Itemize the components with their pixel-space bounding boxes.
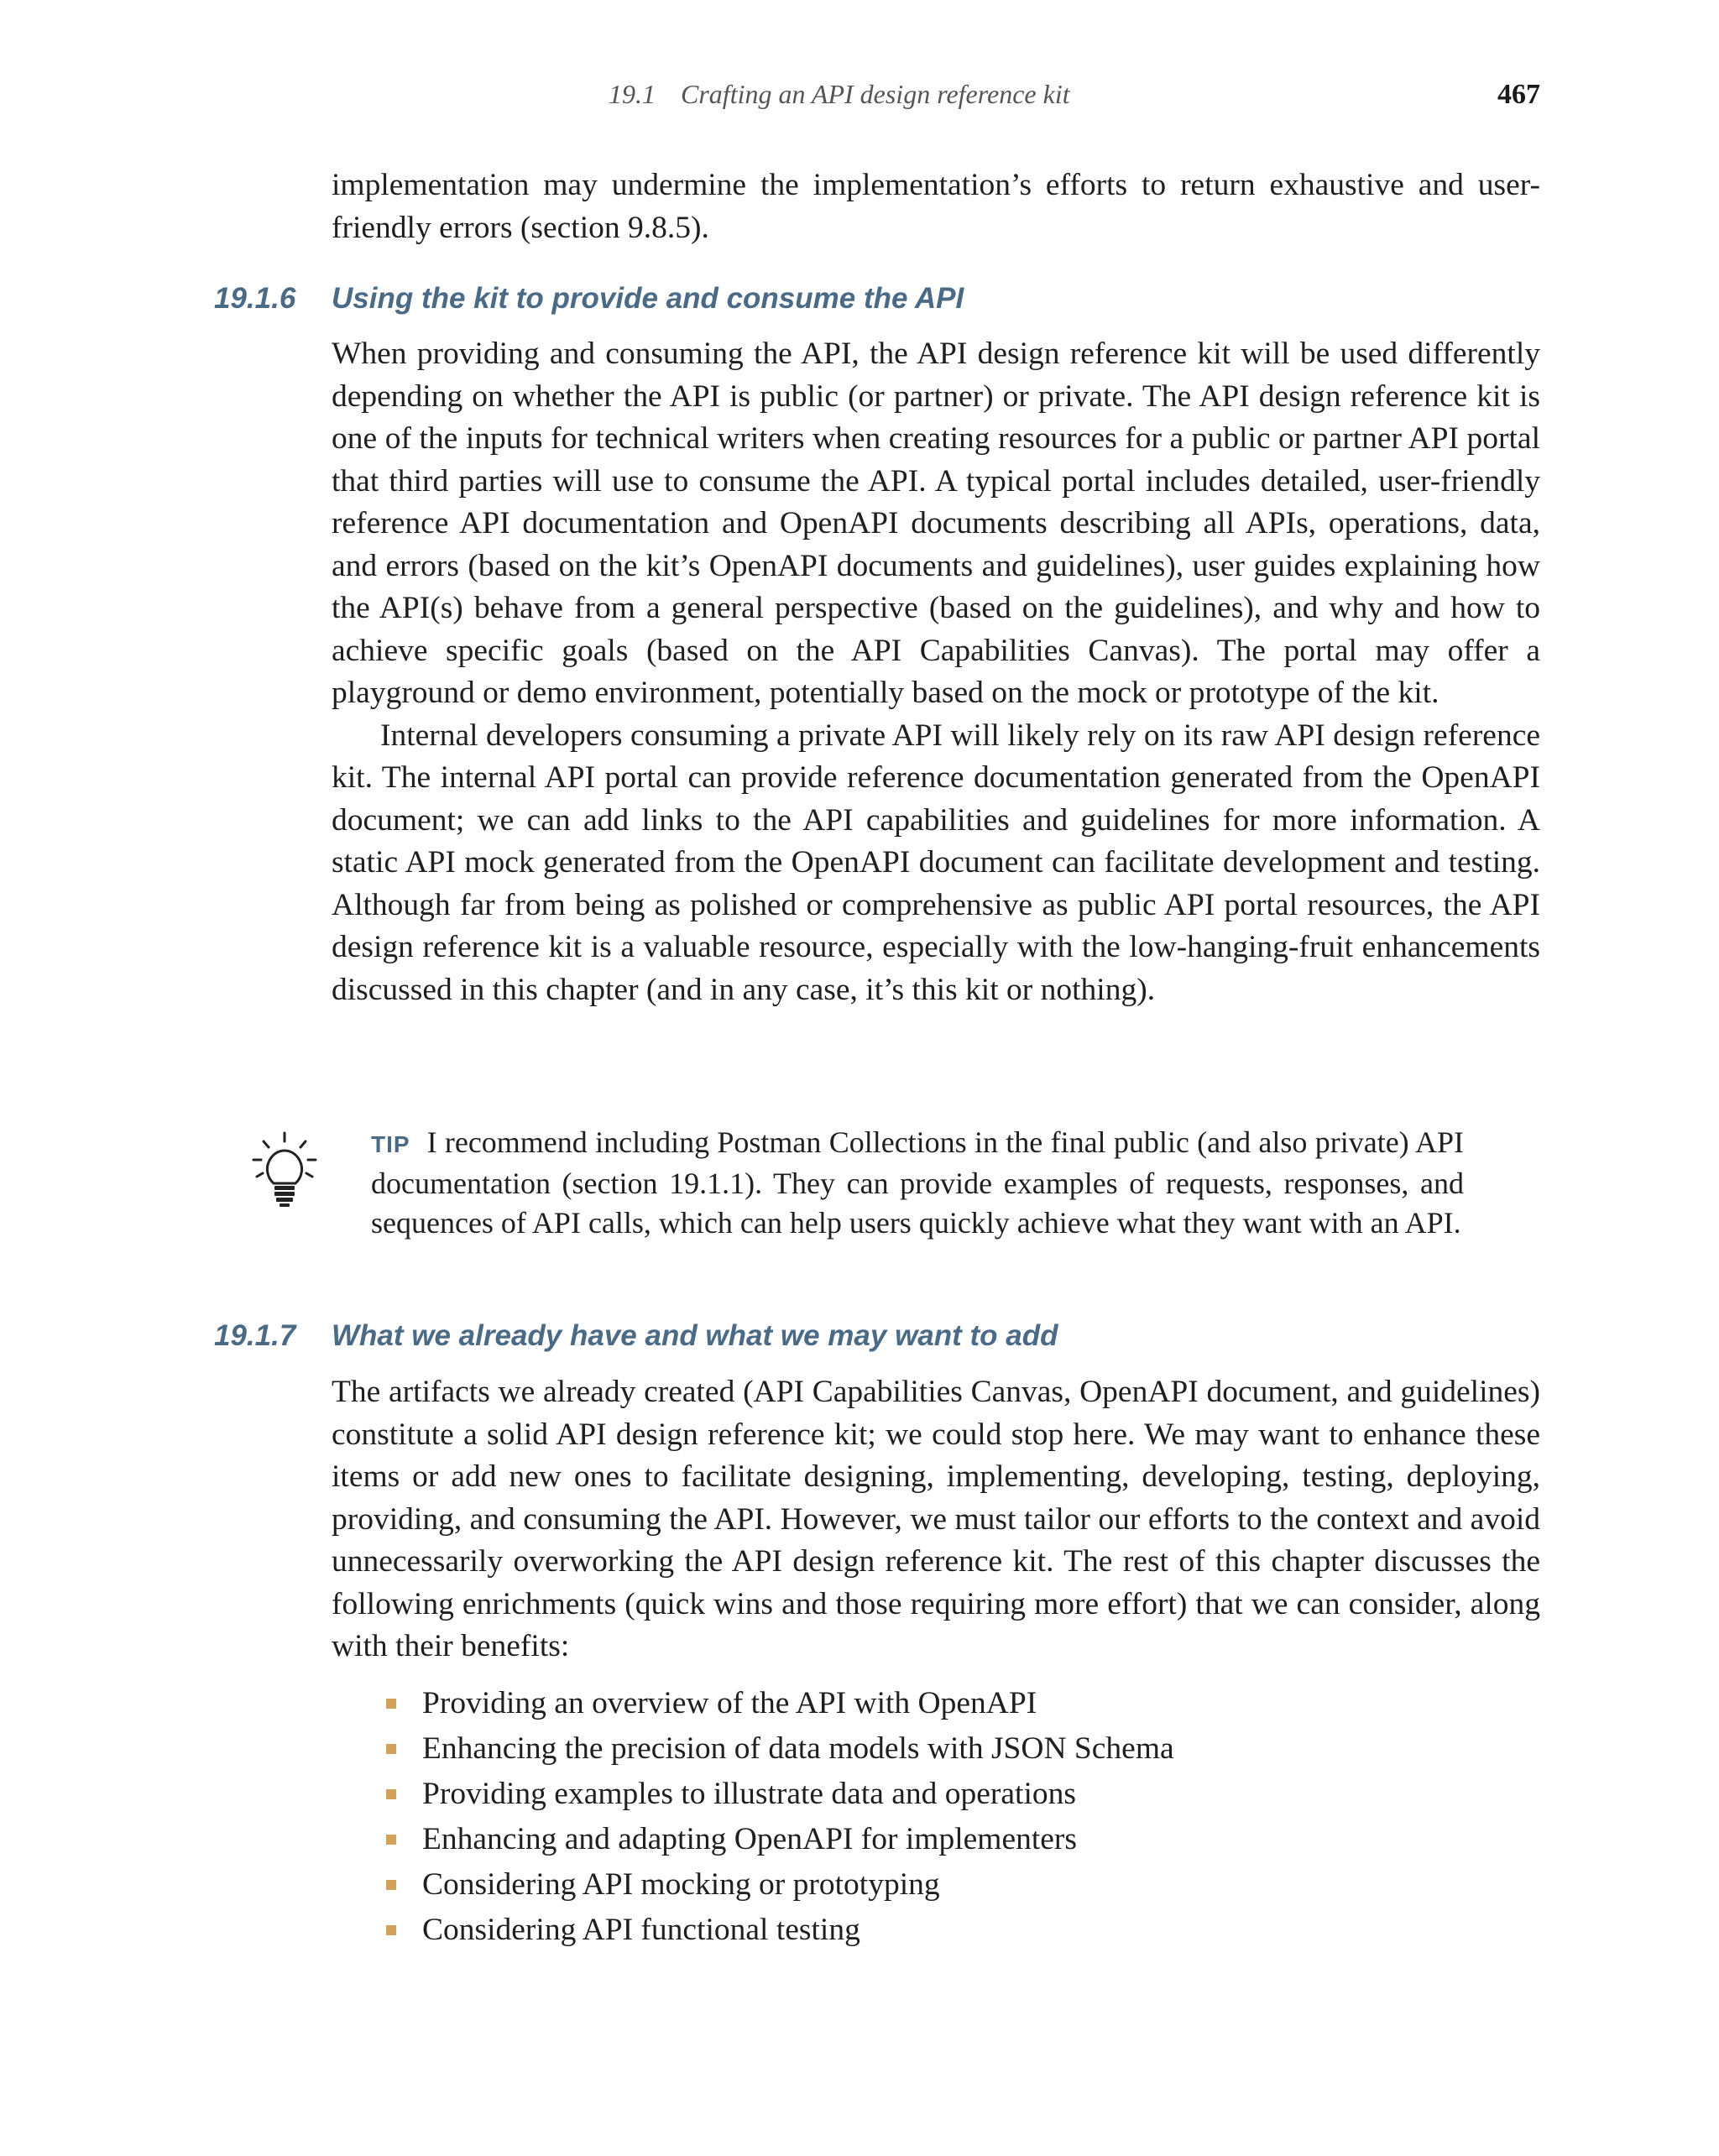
list-item bbox=[382, 1817, 1540, 1862]
lightbulb-icon bbox=[252, 1131, 317, 1209]
section-heading-19-1-7 bbox=[214, 1319, 1557, 1353]
list-item bbox=[382, 1726, 1540, 1772]
bullet-square-icon bbox=[386, 1835, 396, 1845]
list-item bbox=[382, 1772, 1540, 1817]
list-item-text: Enhancing the precision of data models with JSON Schema bbox=[422, 1731, 1174, 1766]
bullet-square-icon bbox=[386, 1925, 396, 1935]
list-item-text: Considering API functional testing bbox=[422, 1913, 860, 1947]
running-head bbox=[332, 79, 1540, 121]
section-body-19-1-6 bbox=[332, 333, 1540, 1011]
list-item-text: Considering API mocking or prototyping bbox=[422, 1867, 940, 1902]
list-item-text: Providing examples to illustrate data and operations bbox=[422, 1777, 1076, 1811]
page-number: 467 bbox=[1497, 79, 1540, 110]
intro-continuation bbox=[332, 164, 1540, 249]
list-item bbox=[382, 1908, 1540, 1953]
paragraph-providing-consuming: When providing and consuming the API, the API design reference kit will be used differently depending on whether the API is public (or partner) or private. The API design reference kit is one of the inputs for technical writers when creating resources for a public or partner API portal that third parties will use to consume the API. A typical portal includes detailed, user-friendly reference API documentation and OpenAPI documents describing all APIs, operations, data, and errors (based on the kit’s OpenAPI documents and guidelines), user guides explaining how the API(s) behave from a general perspective (based on the guidelines), and why and how to achieve specific goals (based on the API Capabilities Canvas). The portal may offer a playground or demo environment, potentially based on the mock or prototype of the kit. bbox=[332, 337, 1540, 710]
section-body-19-1-7 bbox=[332, 1371, 1540, 1668]
list-item bbox=[382, 1681, 1540, 1726]
paragraph-artifacts: The artifacts we already created (API Capabilities Canvas, OpenAPI document, and guidelines) constitute a solid API design reference kit; we could stop here. We may want to enhance these items or add new ones to facilitate designing, implementing, developing, testing, deploying, providing, and consuming the API. However, we must tailor our efforts to the context and avoid unnecessarily overworking the API design reference kit. The rest of this chapter discusses the following enrichments (quick wins and those requiring more effort) that we can consider, along with their benefits: bbox=[332, 1375, 1540, 1663]
tip-label: TIP bbox=[371, 1131, 410, 1157]
section-number: 19.1.7 bbox=[214, 1319, 296, 1352]
intro-paragraph: implementation may undermine the implementation’s efforts to return exhaustive and user-friendly errors (section 9.8.5). bbox=[332, 168, 1540, 245]
section-title: Using the kit to provide and consume the API bbox=[332, 282, 964, 315]
running-section-number: 19.1 bbox=[609, 79, 656, 109]
bullet-square-icon bbox=[386, 1789, 396, 1799]
bullet-square-icon bbox=[386, 1699, 396, 1709]
section-number: 19.1.6 bbox=[214, 282, 296, 315]
section-title: What we already have and what we may want to add bbox=[332, 1319, 1058, 1352]
tip-text: I recommend including Postman Collections in the final public (and also private) API documentation (section 19.1.1). They can provide examples of requests, responses, and sequences of API calls, which can help users quickly achieve what they want with an API. bbox=[371, 1125, 1464, 1240]
enrichment-list bbox=[382, 1681, 1540, 1953]
tip-note bbox=[371, 1123, 1464, 1243]
section-heading-19-1-6 bbox=[214, 282, 1557, 316]
paragraph-internal-developers: Internal developers consuming a private API will likely rely on its raw API design reference kit. The internal API portal can provide reference documentation generated from the OpenAPI document; we can add links to the API capabilities and guidelines for more information. A static API mock generated from the OpenAPI document can facilitate development and testing. Although far from being as polished or comprehensive as public API portal resources, the API design reference kit is a valuable resource, especially with the low-hanging-fruit enhancements discussed in this chapter (and in any case, it’s this kit or nothing). bbox=[332, 718, 1540, 1007]
bullet-square-icon bbox=[386, 1744, 396, 1754]
list-item-text: Providing an overview of the API with OpenAPI bbox=[422, 1686, 1037, 1720]
list-item bbox=[382, 1862, 1540, 1908]
list-item-text: Enhancing and adapting OpenAPI for implementers bbox=[422, 1822, 1077, 1856]
running-title bbox=[609, 79, 1070, 110]
running-section-title: Crafting an API design reference kit bbox=[681, 79, 1070, 109]
bullet-square-icon bbox=[386, 1880, 396, 1890]
